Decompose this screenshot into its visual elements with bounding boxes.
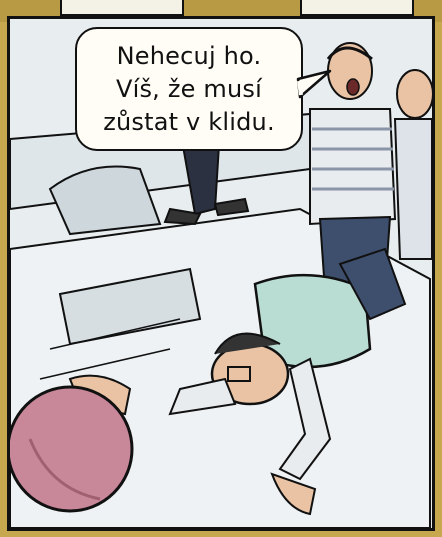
second-onlooker-body: [395, 119, 432, 259]
shoe: [215, 199, 248, 215]
speech-line: Víš, že musí: [115, 74, 262, 103]
onlooker-open-mouth: [347, 79, 359, 95]
second-onlooker-head: [397, 70, 432, 118]
comic-panel: [7, 16, 435, 531]
bowling-ball: [10, 387, 132, 511]
speech-bubble: [75, 27, 303, 151]
speech-bubble-text: [103, 40, 275, 139]
speech-line: Nehecuj ho.: [116, 41, 262, 70]
previous-panel-edge: [60, 0, 184, 16]
previous-panel-edge: [300, 0, 414, 16]
onlooker-striped-shirt: [310, 109, 395, 224]
speech-line: zůstat v klidu.: [103, 107, 275, 136]
